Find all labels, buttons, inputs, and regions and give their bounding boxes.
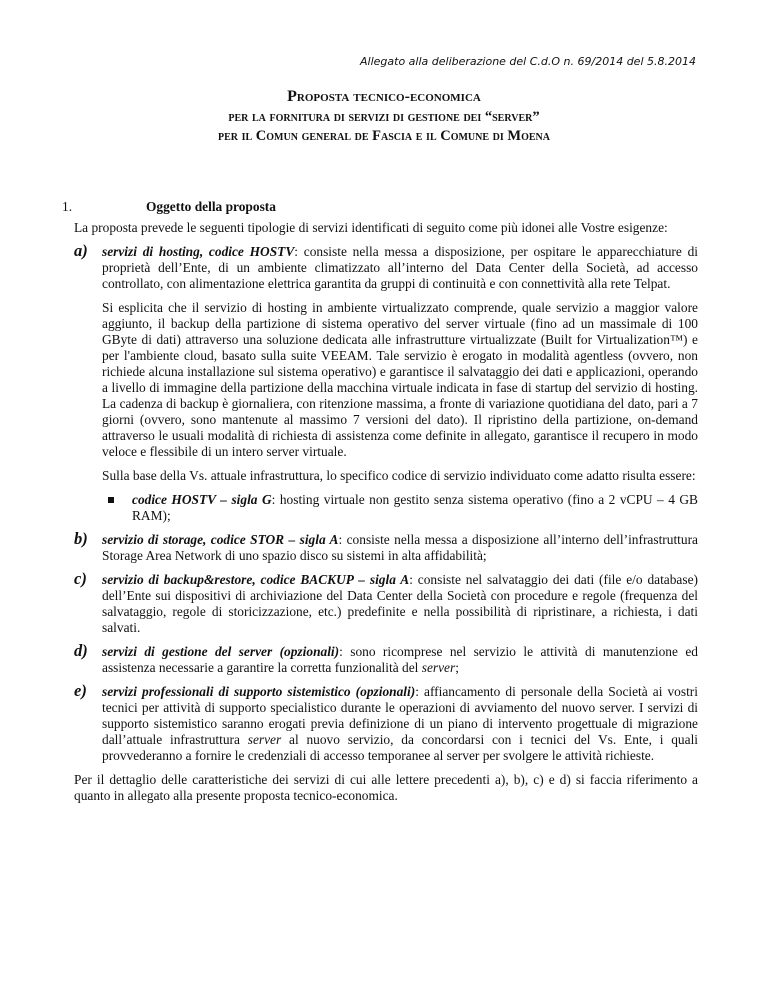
item-text: : consiste nella messa a disposizione, per ospitare le apparecchiature di proprietà dell’Ente, di un ambiente climatizzato all’interno del Data Center della Società, ad accesso controllato, con alimentazione elettrica garantita da gruppi di continuità e con connettività alla rete Telpat. bbox=[102, 244, 698, 291]
item-letter: c) bbox=[74, 569, 87, 588]
list-item-c bbox=[74, 569, 698, 636]
item-text-end: ; bbox=[455, 660, 459, 675]
item-text-end: al nuovo servizio, da concordarsi con i tecnici del Vs. Ente, i quali provvederanno a fornire le credenziali di accesso temporanee al server per svolgere le attività richieste. bbox=[102, 732, 699, 763]
item-lead: servizio di backup&restore, codice BACKUP – sigla A bbox=[102, 572, 410, 587]
item-text: : consiste nella messa a disposizione all’interno dell’infrastruttura Storage Area Network di uno spazio disco su sistemi in alta affidabilità; bbox=[102, 532, 698, 563]
item-text-italic: server bbox=[421, 660, 456, 675]
item-letter: b) bbox=[74, 529, 88, 548]
item-text: : consiste nel salvataggio dei dati (file e/o database) dell’Ente sui dispositivi di archiviazione del Data Center della Società con procedure e regole (frequenza del salvataggio, regole di storicizzazione, etc.) predefinite e nella possibilità di ripristinare, a richiesta, i dati salvati. bbox=[102, 572, 698, 635]
item-paragraph bbox=[102, 244, 698, 292]
item-lead: servizio di storage, codice STOR – sigla A bbox=[102, 532, 339, 547]
square-bullet-icon bbox=[108, 497, 114, 503]
bullet-item bbox=[102, 492, 698, 524]
section-intro: La proposta prevede le seguenti tipologie di servizi identificati di seguito come più idonei alle Vostre esigenze: bbox=[74, 220, 668, 235]
item-paragraph-2: Si esplicita che il servizio di hosting in ambiente virtualizzato comprende, quale servizio a maggior valore aggiunto, il backup della partizione di sistema operativo del server virtuale (fino ad un massimale di 100 GByte di dati) attraverso una soluzione dedicata alle infrastrutture virtualizzate (Built for Virtualization™) e per l'ambiente cloud, basato sulla suite VEEAM. Tale servizio è erogato in modalità agentless (ovvero, non richiede alcuna installazione sul sistema operativo) e garantisce il salvataggio dei dati e applicazioni, operando a livello di immagine della partizione della macchina virtuale indicata in fase di startup del servizio di hosting. La cadenza di backup è giornaliera, con ritenzione massima, a fronte di variazione quotidiana del dato, pari a 7 giorni (ovvero, sono mantenute al massimo 7 versioni del dato). Il ripristino della partizione, on-demand attraverso le usuali modalità di richiesta di assistenza come definite in allegato, garantisce il recupero in modo veloce e flessibile di un intero server virtuale. bbox=[102, 300, 698, 459]
item-lead: servizi professionali di supporto sistemistico (opzionali) bbox=[102, 684, 416, 699]
list-item-b bbox=[74, 529, 698, 564]
item-text-italic: server bbox=[247, 732, 282, 747]
item-paragraph-3: Sulla base della Vs. attuale infrastruttura, lo specifico codice di servizio individuato come adatto risulta essere: bbox=[102, 468, 696, 483]
document-subtitle-line1: per la fornitura di servizi di gestione dei “server” bbox=[228, 109, 540, 125]
bullet-lead: codice HOSTV – sigla G bbox=[132, 492, 272, 507]
closing-paragraph: Per il dettaglio delle caratteristiche dei servizi di cui alle lettere precedenti a), b), c) e d) si faccia riferimento a quanto in allegato alla presente proposta tecnico-economica. bbox=[74, 772, 698, 803]
bullet-text: : hosting virtuale non gestito senza sistema operativo (fino a 2 vCPU – 4 GB RAM); bbox=[132, 492, 698, 523]
section-number: 1. bbox=[62, 199, 73, 214]
item-text: : sono ricomprese nel servizio le attività di manutenzione ed assistenza necessarie a garantire la corretta funzionalità del bbox=[102, 644, 698, 675]
item-text: : affiancamento di personale della Società ai vostri tecnici per attività di supporto specialistico durante le operazioni di avviamento del nuovo server. I servizi di supporto sistemistico saranno erogati previa definizione di un piano di intervento progettuale di migrazione dall’attuale infrastruttura bbox=[102, 684, 698, 747]
header-note: Allegato alla deliberazione del C.d.O n. 69/2014 del 5.8.2014 bbox=[360, 55, 696, 68]
list-item-d bbox=[74, 641, 698, 676]
list-item-a bbox=[74, 241, 698, 524]
list-item-e bbox=[74, 681, 699, 764]
item-lead: servizi di hosting, codice HOSTV bbox=[102, 244, 295, 259]
item-letter: a) bbox=[74, 241, 88, 260]
item-lead: servizi di gestione del server (opzionali) bbox=[102, 644, 340, 659]
item-letter: e) bbox=[74, 681, 87, 700]
section-title: Oggetto della proposta bbox=[146, 199, 276, 214]
section-content bbox=[74, 220, 698, 812]
document-title: Proposta tecnico-economica bbox=[287, 88, 481, 105]
document-subtitle-line2: per il Comun general de Fascia e il Comune di Moena bbox=[218, 128, 550, 144]
item-letter: d) bbox=[74, 641, 88, 660]
